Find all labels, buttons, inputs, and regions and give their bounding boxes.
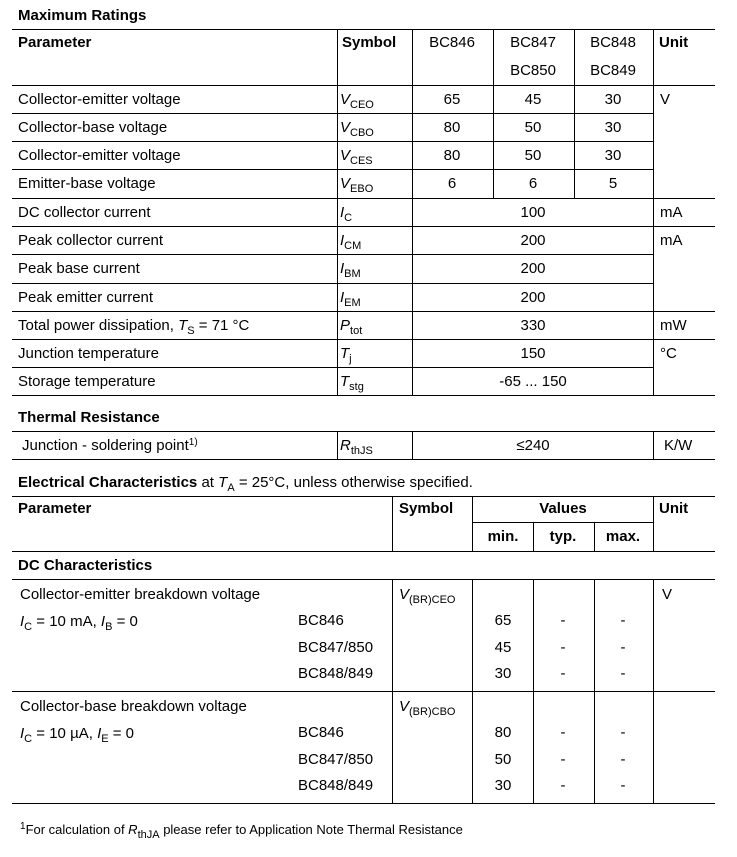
value-cell: 5 — [608, 175, 618, 192]
parameter-label: DC collector current — [18, 204, 151, 221]
cond-symbol — [20, 613, 33, 633]
param-text: Junction - soldering point — [22, 437, 189, 454]
symbol-subscript: EBO — [350, 183, 374, 195]
divider — [472, 522, 653, 523]
device-type: BC848/849 — [298, 777, 374, 795]
symbol-subscript: CBO — [350, 127, 374, 139]
symbol-cell — [399, 586, 455, 604]
divider — [12, 198, 715, 199]
symbol-subscript: B — [105, 621, 113, 633]
parameter-label: Collector-base voltage — [18, 119, 168, 136]
test-condition — [20, 613, 138, 631]
symbol-main: I — [340, 289, 345, 306]
value-cell: 50 — [524, 119, 542, 136]
symbol-subscript: j — [349, 353, 352, 365]
device-type: BC848/849 — [298, 665, 374, 683]
test-condition — [20, 725, 134, 743]
value-cell: 200 — [520, 289, 546, 306]
divider — [12, 283, 653, 284]
max-value: - — [620, 638, 626, 656]
symbol — [399, 698, 456, 718]
cond-symbol — [218, 474, 235, 494]
divider — [472, 691, 473, 803]
divider — [392, 496, 393, 551]
symbol-subscript: BM — [344, 268, 361, 280]
symbol-subscript: thJS — [350, 445, 373, 457]
symbol — [20, 613, 33, 633]
symbol — [340, 345, 352, 365]
typ-value: - — [560, 750, 566, 768]
min-value: 50 — [494, 750, 512, 768]
parameter-label: Peak collector current — [18, 232, 164, 249]
symbol — [20, 725, 33, 745]
symbol-cell — [340, 345, 352, 363]
symbol-main: I — [20, 725, 25, 742]
parameter-label — [22, 437, 198, 455]
symbol — [100, 613, 113, 633]
device-type: BC847/850 — [298, 750, 374, 768]
symbol-main: V — [340, 147, 351, 164]
unit-cell: °C — [660, 345, 677, 362]
divider — [12, 85, 715, 86]
parameter-label: Peak emitter current — [18, 289, 154, 306]
cond-text: = 0 — [112, 613, 138, 630]
symbol-cell — [340, 147, 373, 165]
symbol-subscript: EM — [344, 297, 361, 309]
header-unit: Unit — [659, 34, 689, 51]
unit-cell: K/W — [664, 437, 693, 454]
symbol-main: V — [340, 175, 351, 192]
divider — [533, 691, 534, 803]
symbol-cell — [340, 373, 364, 391]
parameter-label: Collector-emitter breakdown voltage — [20, 586, 261, 603]
unit-cell: V — [660, 91, 671, 108]
typ-value: - — [560, 612, 566, 629]
symbol — [178, 317, 195, 337]
symbol-main: I — [20, 613, 25, 630]
symbol-subscript: tot — [350, 325, 363, 337]
title-bold: Electrical Characteristics — [18, 474, 198, 491]
symbol-cell — [340, 317, 362, 335]
symbol-main: T — [340, 345, 350, 362]
divider — [12, 395, 715, 396]
header-bc846: BC846 — [429, 34, 475, 51]
value-cell: 45 — [524, 91, 542, 108]
divider — [12, 339, 715, 340]
symbol-cell — [340, 289, 361, 307]
symbol-main: V — [340, 119, 351, 136]
symbol — [97, 725, 109, 745]
section-title — [18, 474, 473, 492]
divider — [594, 522, 595, 551]
symbol-main: P — [340, 317, 351, 334]
cond-text: = 10 µA, — [32, 725, 98, 742]
divider — [12, 691, 715, 692]
parameter-label: Collector-emitter voltage — [18, 91, 181, 108]
symbol — [128, 822, 160, 841]
header-symbol: Symbol — [342, 34, 397, 51]
divider — [653, 431, 654, 459]
footnote-text: For calculation of — [25, 822, 129, 837]
parameter-label: Junction temperature — [18, 345, 159, 362]
cond-symbol — [20, 725, 33, 745]
value-cell: 200 — [520, 232, 546, 249]
divider — [12, 254, 653, 255]
divider — [12, 367, 653, 368]
symbol-subscript: stg — [349, 381, 364, 393]
symbol-subscript: (BR)CEO — [409, 594, 456, 606]
symbol-main: V — [399, 586, 410, 603]
symbol-main: R — [128, 822, 138, 837]
header-symbol: Symbol — [399, 500, 454, 517]
value-cell: ≤240 — [516, 437, 550, 454]
divider — [12, 551, 715, 552]
subsection-title: DC Characteristics — [18, 557, 153, 574]
header-values: Values — [539, 500, 587, 517]
symbol — [340, 119, 374, 139]
divider — [12, 113, 653, 114]
divider — [533, 522, 534, 551]
parameter-label: Storage temperature — [18, 373, 156, 390]
symbol-cell — [340, 119, 374, 137]
symbol-cell — [340, 437, 373, 455]
unit-cell: mA — [660, 232, 683, 249]
typ-value: - — [560, 638, 566, 656]
divider — [12, 431, 715, 432]
divider — [12, 169, 653, 170]
symbol-main: R — [340, 437, 351, 454]
symbol-subscript: CEO — [350, 99, 374, 111]
value-cell: 150 — [520, 345, 546, 362]
section-title: Maximum Ratings — [18, 7, 147, 24]
symbol — [340, 317, 363, 337]
header-parameter: Parameter — [18, 34, 92, 51]
symbol — [340, 91, 374, 111]
symbol-subscript: E — [101, 733, 109, 745]
cond-symbol — [100, 613, 113, 633]
footnote — [20, 821, 463, 839]
header-parameter: Parameter — [18, 500, 92, 517]
symbol-main: I — [97, 725, 102, 742]
symbol — [340, 260, 361, 280]
title-cond: = 25°C, unless otherwise specified. — [234, 474, 473, 491]
symbol-main: I — [340, 232, 345, 249]
divider — [412, 29, 413, 395]
cond-symbol — [97, 725, 109, 745]
value-cell: 50 — [524, 147, 542, 164]
value-cell: 200 — [520, 260, 546, 277]
value-cell: 6 — [528, 175, 538, 192]
divider — [574, 29, 575, 198]
divider — [12, 803, 715, 804]
divider — [392, 579, 393, 691]
symbol-subscript: (BR)CBO — [409, 706, 456, 718]
parameter-label: Collector-base breakdown voltage — [20, 698, 247, 715]
symbol-cell — [399, 698, 455, 716]
parameter-label: Emitter-base voltage — [18, 175, 156, 192]
value-cell: 330 — [520, 317, 546, 334]
symbol — [340, 373, 364, 393]
parameter-label: Peak base current — [18, 260, 140, 277]
symbol-subscript: C — [344, 212, 353, 224]
symbol — [399, 586, 456, 606]
symbol-subscript: C — [24, 621, 33, 633]
header-bc849: BC849 — [590, 62, 636, 79]
value-cell: 30 — [604, 91, 622, 108]
divider — [594, 691, 595, 803]
param-symbol — [178, 317, 195, 337]
symbol-main: T — [340, 373, 350, 390]
divider — [12, 579, 715, 580]
symbol-main: T — [178, 317, 188, 334]
device-type: BC847/850 — [298, 638, 374, 656]
device-type: BC846 — [298, 724, 344, 741]
symbol-subscript: CM — [344, 240, 362, 252]
typ-value: - — [560, 777, 566, 795]
footnote-symbol — [128, 822, 160, 841]
divider — [653, 691, 654, 803]
header-bc850: BC850 — [510, 62, 556, 79]
param-text: Total power dissipation, — [18, 317, 179, 334]
divider — [493, 29, 494, 198]
divider — [12, 459, 715, 460]
symbol-main: I — [340, 204, 345, 221]
max-value: - — [620, 612, 626, 629]
parameter-label — [18, 317, 249, 335]
min-value: 65 — [494, 612, 512, 629]
parameter-label: Collector-emitter voltage — [18, 147, 181, 164]
symbol — [340, 204, 353, 224]
symbol-subscript: C — [24, 733, 33, 745]
value-cell: -65 ... 150 — [499, 373, 567, 390]
header-min: min. — [487, 528, 519, 545]
header-bc848: BC848 — [590, 34, 636, 51]
divider — [337, 29, 338, 395]
symbol-cell — [340, 204, 352, 222]
typ-value: - — [560, 724, 566, 741]
divider — [653, 496, 654, 551]
symbol-cell — [340, 232, 361, 250]
footnote-mark: 1 — [20, 821, 26, 832]
min-value: 45 — [494, 638, 512, 656]
divider — [533, 579, 534, 691]
symbol — [340, 232, 362, 252]
divider — [12, 29, 715, 30]
value-cell: 100 — [520, 204, 546, 221]
symbol-cell — [340, 175, 373, 193]
symbol — [218, 474, 235, 494]
max-value: - — [620, 665, 626, 683]
section-title: Thermal Resistance — [18, 409, 160, 426]
cond-text: = 0 — [108, 725, 135, 742]
symbol-main: I — [340, 260, 345, 277]
symbol-subscript: S — [187, 325, 195, 337]
divider — [337, 431, 338, 459]
device-type: BC846 — [298, 612, 344, 629]
value-cell: 65 — [443, 91, 461, 108]
symbol-main: V — [340, 91, 351, 108]
symbol-main: T — [218, 474, 228, 491]
divider — [12, 141, 653, 142]
min-value: 30 — [494, 777, 512, 795]
value-cell: 6 — [447, 175, 457, 192]
divider — [472, 579, 473, 691]
cond-text: = 10 mA, — [32, 613, 101, 630]
divider — [12, 226, 715, 227]
unit-cell: V — [662, 586, 673, 603]
symbol-subscript: thJA — [137, 829, 160, 841]
header-unit: Unit — [659, 500, 689, 517]
symbol-subscript: A — [227, 482, 235, 494]
symbol — [340, 437, 373, 457]
typ-value: - — [560, 665, 566, 683]
max-value: - — [620, 724, 626, 741]
header-typ: typ. — [549, 528, 577, 545]
divider — [412, 431, 413, 459]
divider — [472, 496, 473, 551]
footnote-mark: 1) — [188, 437, 198, 448]
unit-cell: mW — [660, 317, 687, 334]
symbol — [340, 289, 361, 309]
divider — [594, 579, 595, 691]
value-cell: 80 — [443, 119, 461, 136]
symbol-main: V — [399, 698, 410, 715]
divider — [653, 579, 654, 691]
symbol-subscript: CES — [350, 155, 373, 167]
max-value: - — [620, 750, 626, 768]
symbol-main: I — [100, 613, 106, 630]
footnote-text: please refer to Application Note Thermal Resistance — [159, 822, 463, 837]
min-value: 30 — [494, 665, 512, 683]
header-bc847: BC847 — [510, 34, 556, 51]
divider — [12, 496, 715, 497]
value-cell: 30 — [604, 119, 622, 136]
symbol-cell — [340, 260, 361, 278]
symbol-cell — [340, 91, 374, 109]
value-cell: 80 — [443, 147, 461, 164]
max-value: - — [620, 777, 626, 795]
divider — [653, 29, 654, 395]
header-max: max. — [605, 528, 641, 545]
symbol — [340, 147, 373, 167]
unit-cell: mA — [660, 204, 683, 221]
divider — [12, 311, 715, 312]
title-cond: at — [197, 474, 219, 491]
param-tail: = 71 °C — [194, 317, 250, 334]
min-value: 80 — [494, 724, 512, 741]
value-cell: 30 — [604, 147, 622, 164]
symbol — [340, 175, 374, 195]
divider — [392, 691, 393, 803]
